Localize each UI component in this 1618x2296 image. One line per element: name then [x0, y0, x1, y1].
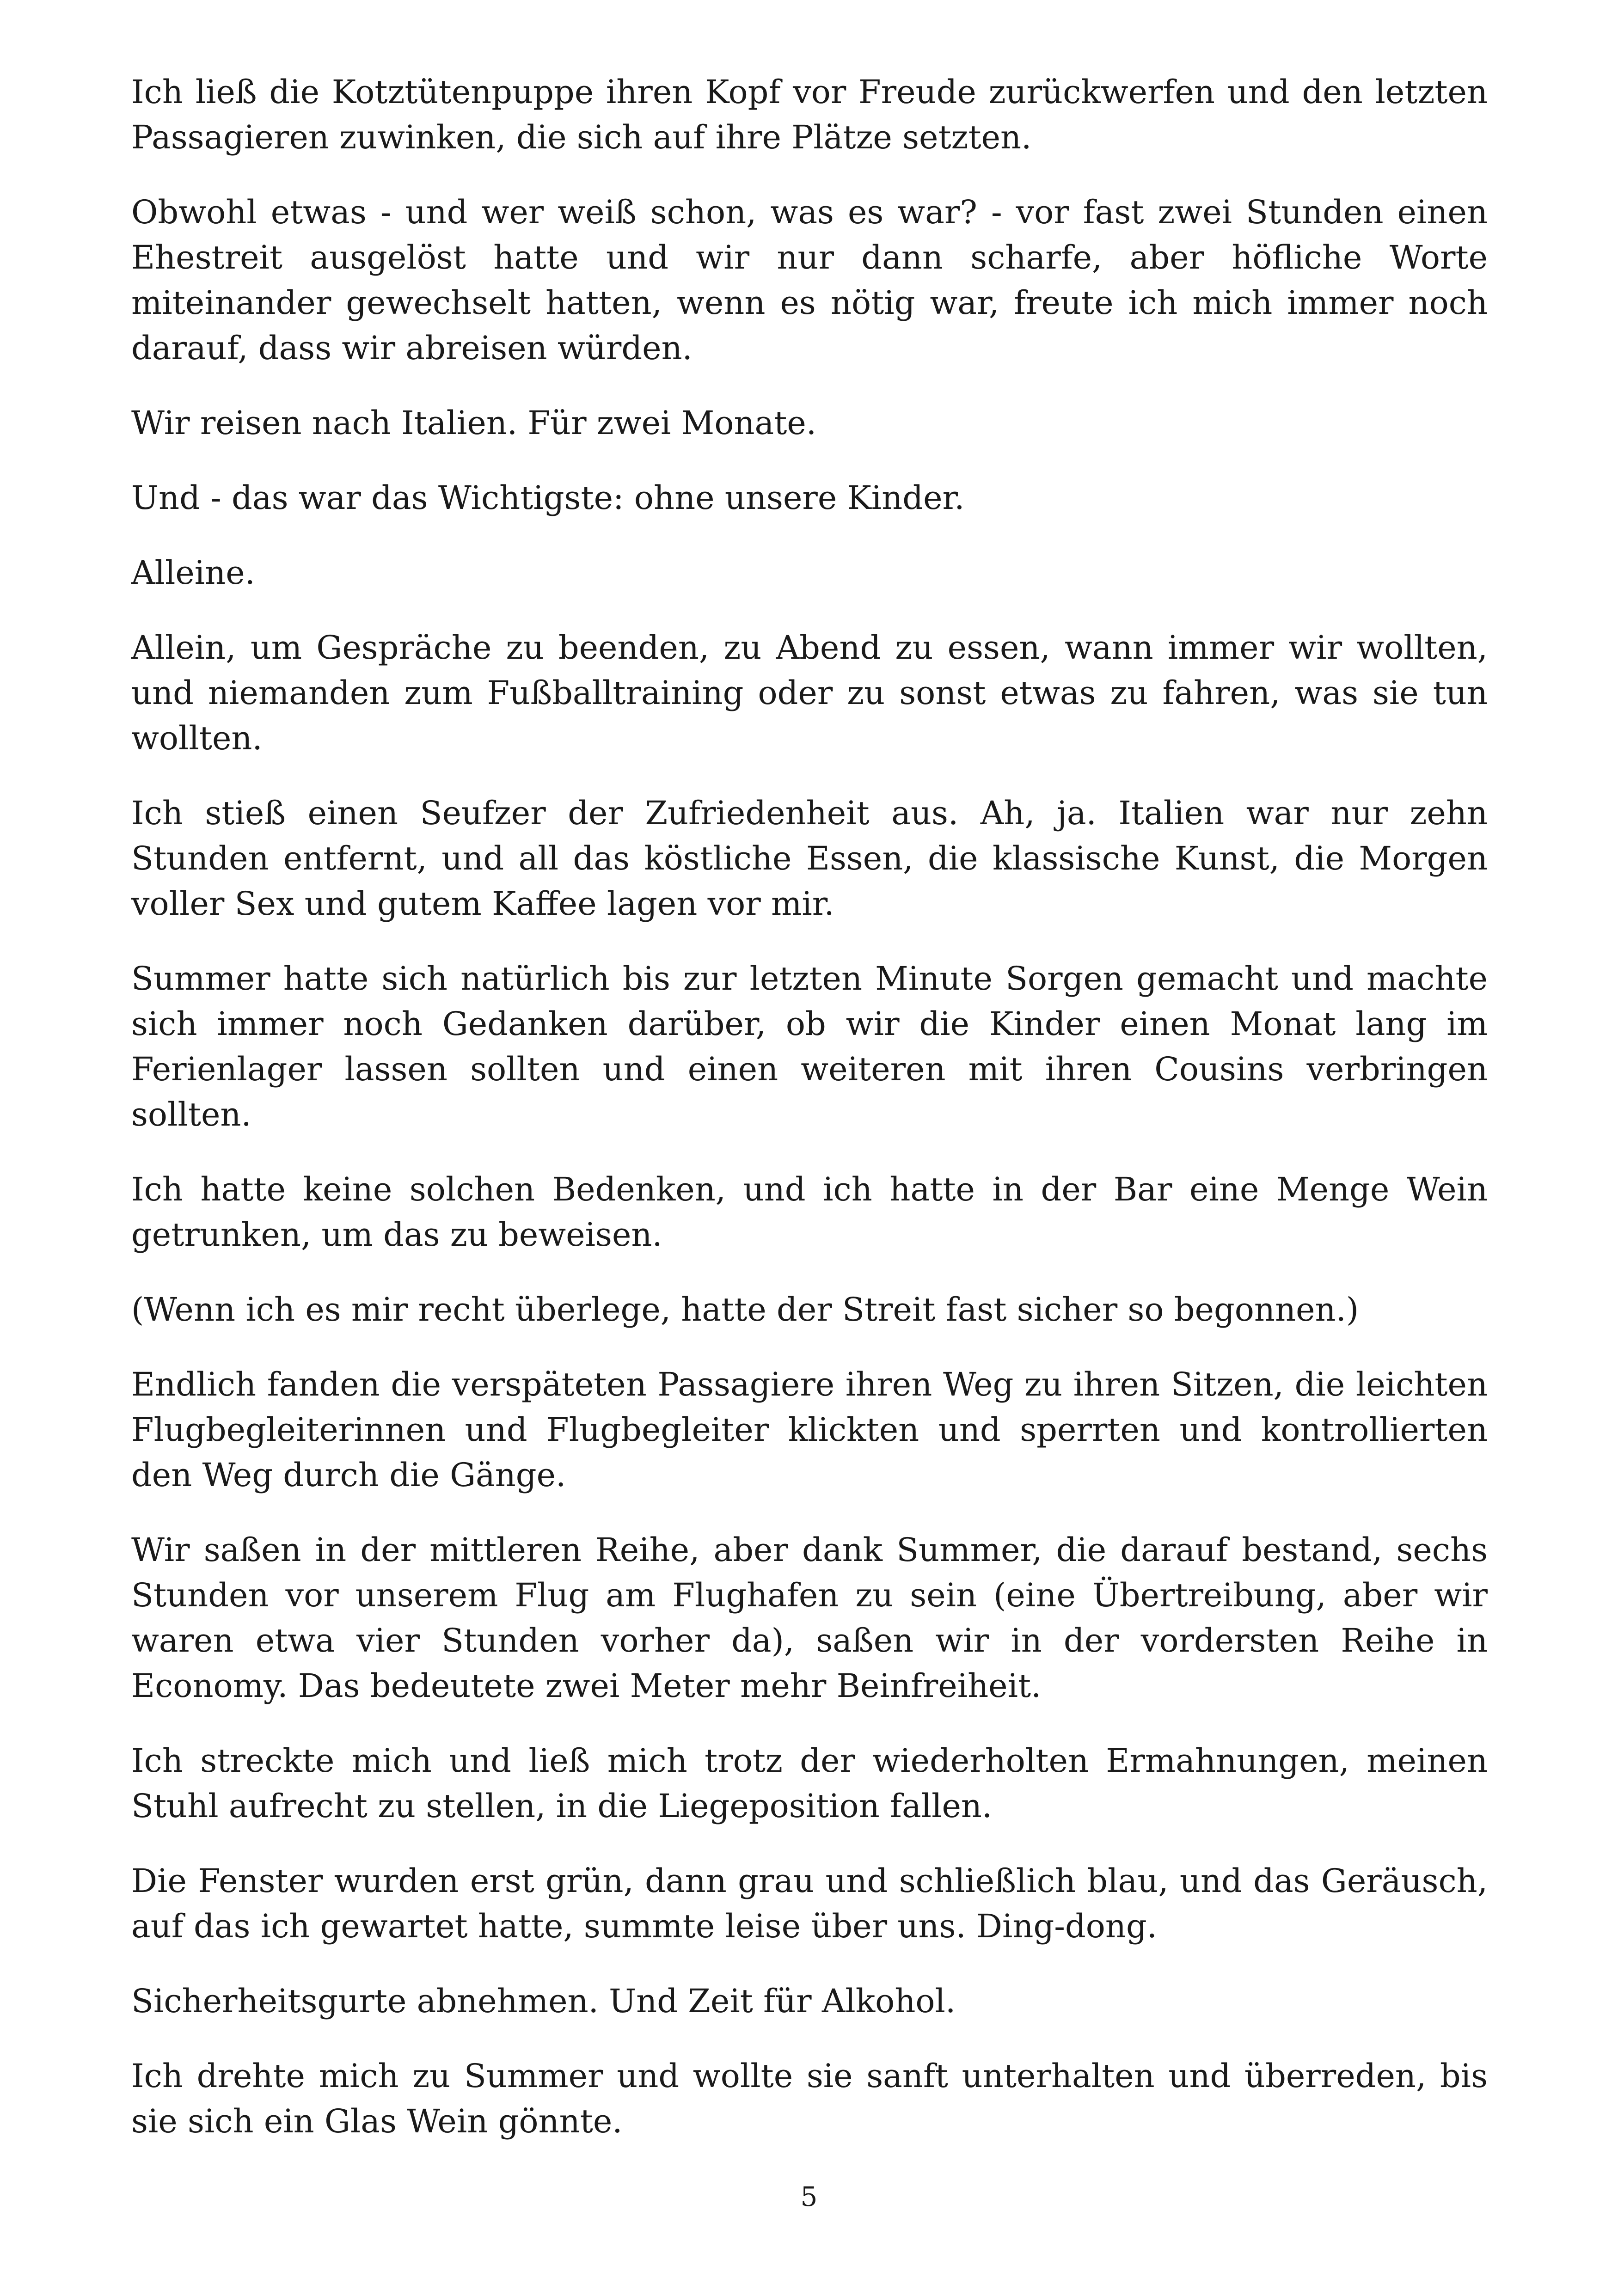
paragraph: Summer hatte sich natürlich bis zur letzten Minute Sorgen gemacht und machte sich immer noch Gedanken darüber, ob wir die Kinder einen Monat lang im Ferienlager lassen sollten und einen weiteren mit ihren Cousins verbringen sollten.: [131, 960, 1488, 1133]
paragraph: Wir reisen nach Italien. Für zwei Monate.: [131, 404, 817, 442]
paragraph: Endlich fanden die verspäteten Passagiere ihren Weg zu ihren Sitzen, die leichten Flugbegleiterinnen und Flugbegleiter klickten und sperrten und kontrollierten den Weg durch die Gänge.: [131, 1365, 1488, 1494]
paragraph: Ich stieß einen Seufzer der Zufriedenheit aus. Ah, ja. Italien war nur zehn Stunden entfernt, und all das köstliche Essen, die klassische Kunst, die Morgen voller Sex und gutem Kaffee lagen vor mir.: [131, 794, 1488, 923]
paragraph: Und - das war das Wichtigste: ohne unsere Kinder.: [131, 479, 965, 517]
paragraph: Ich hatte keine solchen Bedenken, und ich hatte in der Bar eine Menge Wein getrunken, um das zu beweisen.: [131, 1170, 1488, 1254]
paragraph: Alleine.: [131, 554, 255, 592]
body-text: [131, 69, 1488, 2174]
paragraph: Die Fenster wurden erst grün, dann grau und schließlich blau, und das Geräusch, auf das ich gewartet hatte, summte leise über uns. Ding-dong.: [131, 1862, 1488, 1945]
paragraph: Ich drehte mich zu Summer und wollte sie sanft unterhalten und überreden, bis sie sich ein Glas Wein gönnte.: [131, 2057, 1488, 2140]
paragraph: Allein, um Gespräche zu beenden, zu Abend zu essen, wann immer wir wollten, und niemanden zum Fußballtraining oder zu sonst etwas zu fahren, was sie tun wollten.: [131, 629, 1488, 757]
paragraph: Ich streckte mich und ließ mich trotz der wiederholten Ermahnungen, meinen Stuhl aufrecht zu stellen, in die Liegeposition fallen.: [131, 1742, 1488, 1825]
page-number: 5: [800, 2181, 818, 2212]
paragraph: Obwohl etwas - und wer weiß schon, was es war? - vor fast zwei Stunden einen Ehestreit ausgelöst hatte und wir nur dann scharfe, aber höfliche Worte miteinander gewechselt hatten, wenn es nötig war, freute ich mich immer noch darauf, dass wir abreisen würden.: [131, 193, 1488, 367]
paragraph: (Wenn ich es mir recht überlege, hatte der Streit fast sicher so begonnen.): [131, 1291, 1359, 1329]
paragraph: Sicherheitsgurte abnehmen. Und Zeit für Alkohol.: [131, 1982, 956, 2020]
paragraph: Wir saßen in der mittleren Reihe, aber dank Summer, die darauf bestand, sechs Stunden vor unserem Flug am Flughafen zu sein (eine Übertreibung, aber wir waren etwa vier Stunden vorher da), saßen wir in der vordersten Reihe in Economy. Das bedeutete zwei Meter mehr Beinfreiheit.: [131, 1531, 1488, 1705]
paragraph: Ich ließ die Kotztütenpuppe ihren Kopf vor Freude zurückwerfen und den letzten Passagieren zuwinken, die sich auf ihre Plätze setzten.: [131, 73, 1488, 156]
